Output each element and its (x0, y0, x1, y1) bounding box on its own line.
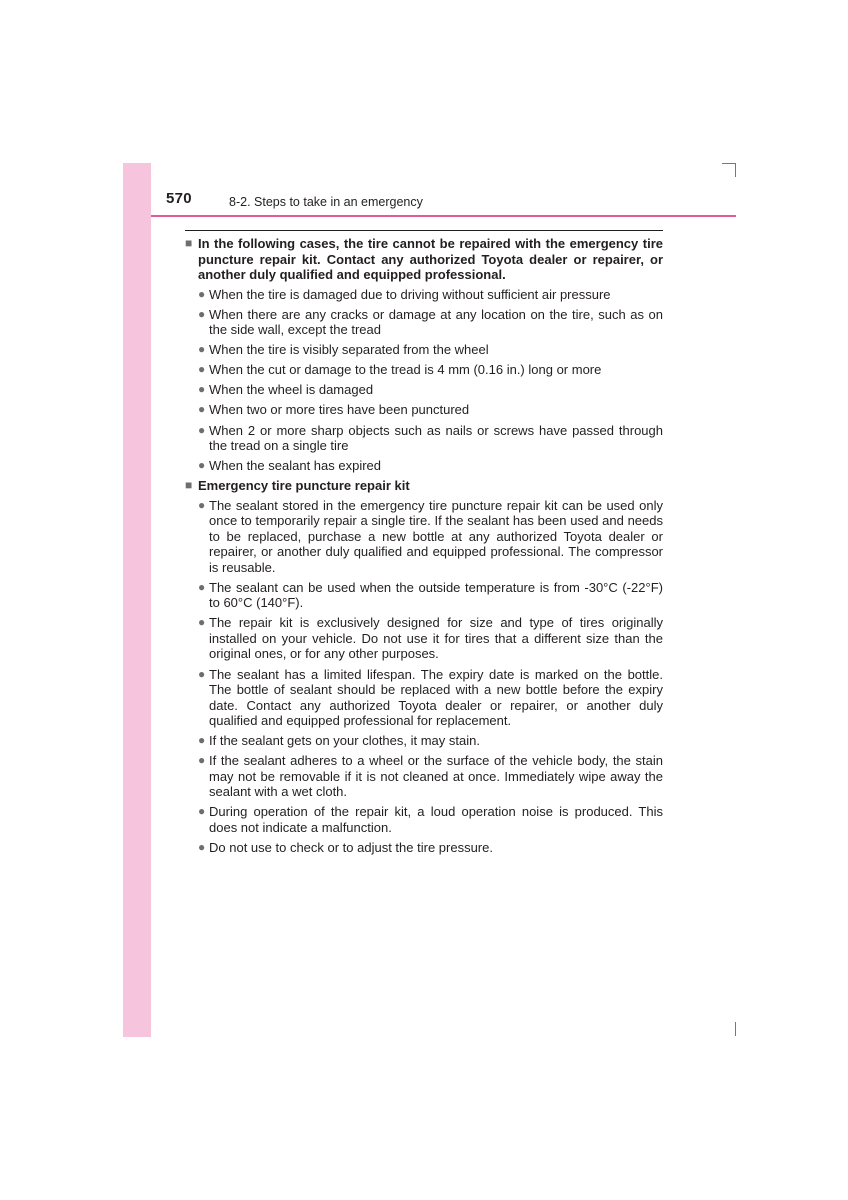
list-item: ● During operation of the repair kit, a loud operation noise is produced. This does not indicate a malfunction. (198, 804, 663, 835)
page-number: 570 (166, 190, 192, 207)
bullet-list (185, 287, 663, 474)
section-title: 8-2. Steps to take in an emergency (229, 195, 423, 209)
list-item: ● Do not use to check or to adjust the tire pressure. (198, 839, 493, 855)
page-content (185, 230, 663, 860)
bullet-icon: ● (198, 579, 206, 594)
list-item: ● The sealant has a limited lifespan. The expiry date is marked on the bottle. The bottle of sealant should be replaced with a new bottle before the expiry date. Contact any authorized Toyota dealer or repairer, or another duly qualified and equipped professional for replacement. (198, 666, 663, 729)
section-heading (185, 478, 663, 494)
section-heading (185, 230, 663, 283)
bullet-icon: ● (198, 733, 206, 748)
bullet-icon: ● (198, 804, 206, 819)
header-rule (151, 215, 736, 217)
bullet-icon: ● (198, 753, 206, 768)
bullet-icon: ● (198, 342, 206, 357)
crop-mark (735, 1022, 736, 1036)
list-item: ● When two or more tires have been punctured (198, 402, 470, 418)
bullet-icon: ● (198, 362, 206, 377)
square-bullet-icon: ■ (185, 478, 193, 493)
bullet-icon: ● (198, 422, 206, 437)
bullet-icon: ● (198, 306, 206, 321)
list-item: ● The sealant stored in the emergency tire puncture repair kit can be used only once to temporarily repair a single tire. If the sealant has been used and needs to be replaced, purchase a new bottle at any authorized Toyota dealer or repairer, or another duly qualified and equipped professional. The compressor is reusable. (198, 497, 663, 575)
list-item: ● If the sealant gets on your clothes, it may stain. (198, 733, 480, 749)
bullet-icon: ● (198, 458, 206, 473)
list-item: ● The repair kit is exclusively designed for size and type of tires originally installed on your vehicle. Do not use it for tires that a different size than the original ones, or for any other purposes. (198, 615, 663, 662)
bullet-icon: ● (198, 666, 206, 681)
side-color-band (123, 163, 151, 1037)
square-bullet-icon: ■ (185, 236, 193, 250)
list-item: ● When the sealant has expired (198, 458, 381, 474)
bullet-icon: ● (198, 615, 206, 630)
list-item: ● If the sealant adheres to a wheel or the surface of the vehicle body, the stain may not be removable if it is not cleaned at once. Immediately wipe away the sealant with a wet cloth. (198, 753, 663, 800)
bullet-icon: ● (198, 839, 206, 854)
section-heading-text: Emergency tire puncture repair kit (198, 478, 410, 494)
section-heading-text: In the following cases, the tire cannot be repaired with the emergency tire puncture repair kit. Contact any authorized Toyota dealer or repairer, or another duly qualified and equipped professional. (198, 236, 663, 282)
bullet-icon: ● (198, 497, 206, 512)
list-item: ● When there are any cracks or damage at any location on the tire, such as on the side wall, except the tread (198, 306, 663, 338)
list-item: ● When the tire is damaged due to driving without sufficient air pressure (198, 286, 611, 302)
list-item: ● When the tire is visibly separated from the wheel (198, 342, 489, 358)
crop-mark (735, 163, 736, 177)
bullet-icon: ● (198, 286, 206, 301)
crop-mark (722, 163, 736, 164)
bullet-icon: ● (198, 402, 206, 417)
list-item: ● When the wheel is damaged (198, 382, 374, 398)
bullet-icon: ● (198, 382, 206, 397)
bullet-list (185, 498, 663, 856)
list-item: ● When the cut or damage to the tread is 4 mm (0.16 in.) long or more (198, 362, 602, 378)
list-item: ● When 2 or more sharp objects such as nails or screws have passed through the tread on a single tire (198, 422, 663, 454)
list-item: ● The sealant can be used when the outside temperature is from -30°C (-22°F) to 60°C (140°F). (198, 579, 663, 611)
